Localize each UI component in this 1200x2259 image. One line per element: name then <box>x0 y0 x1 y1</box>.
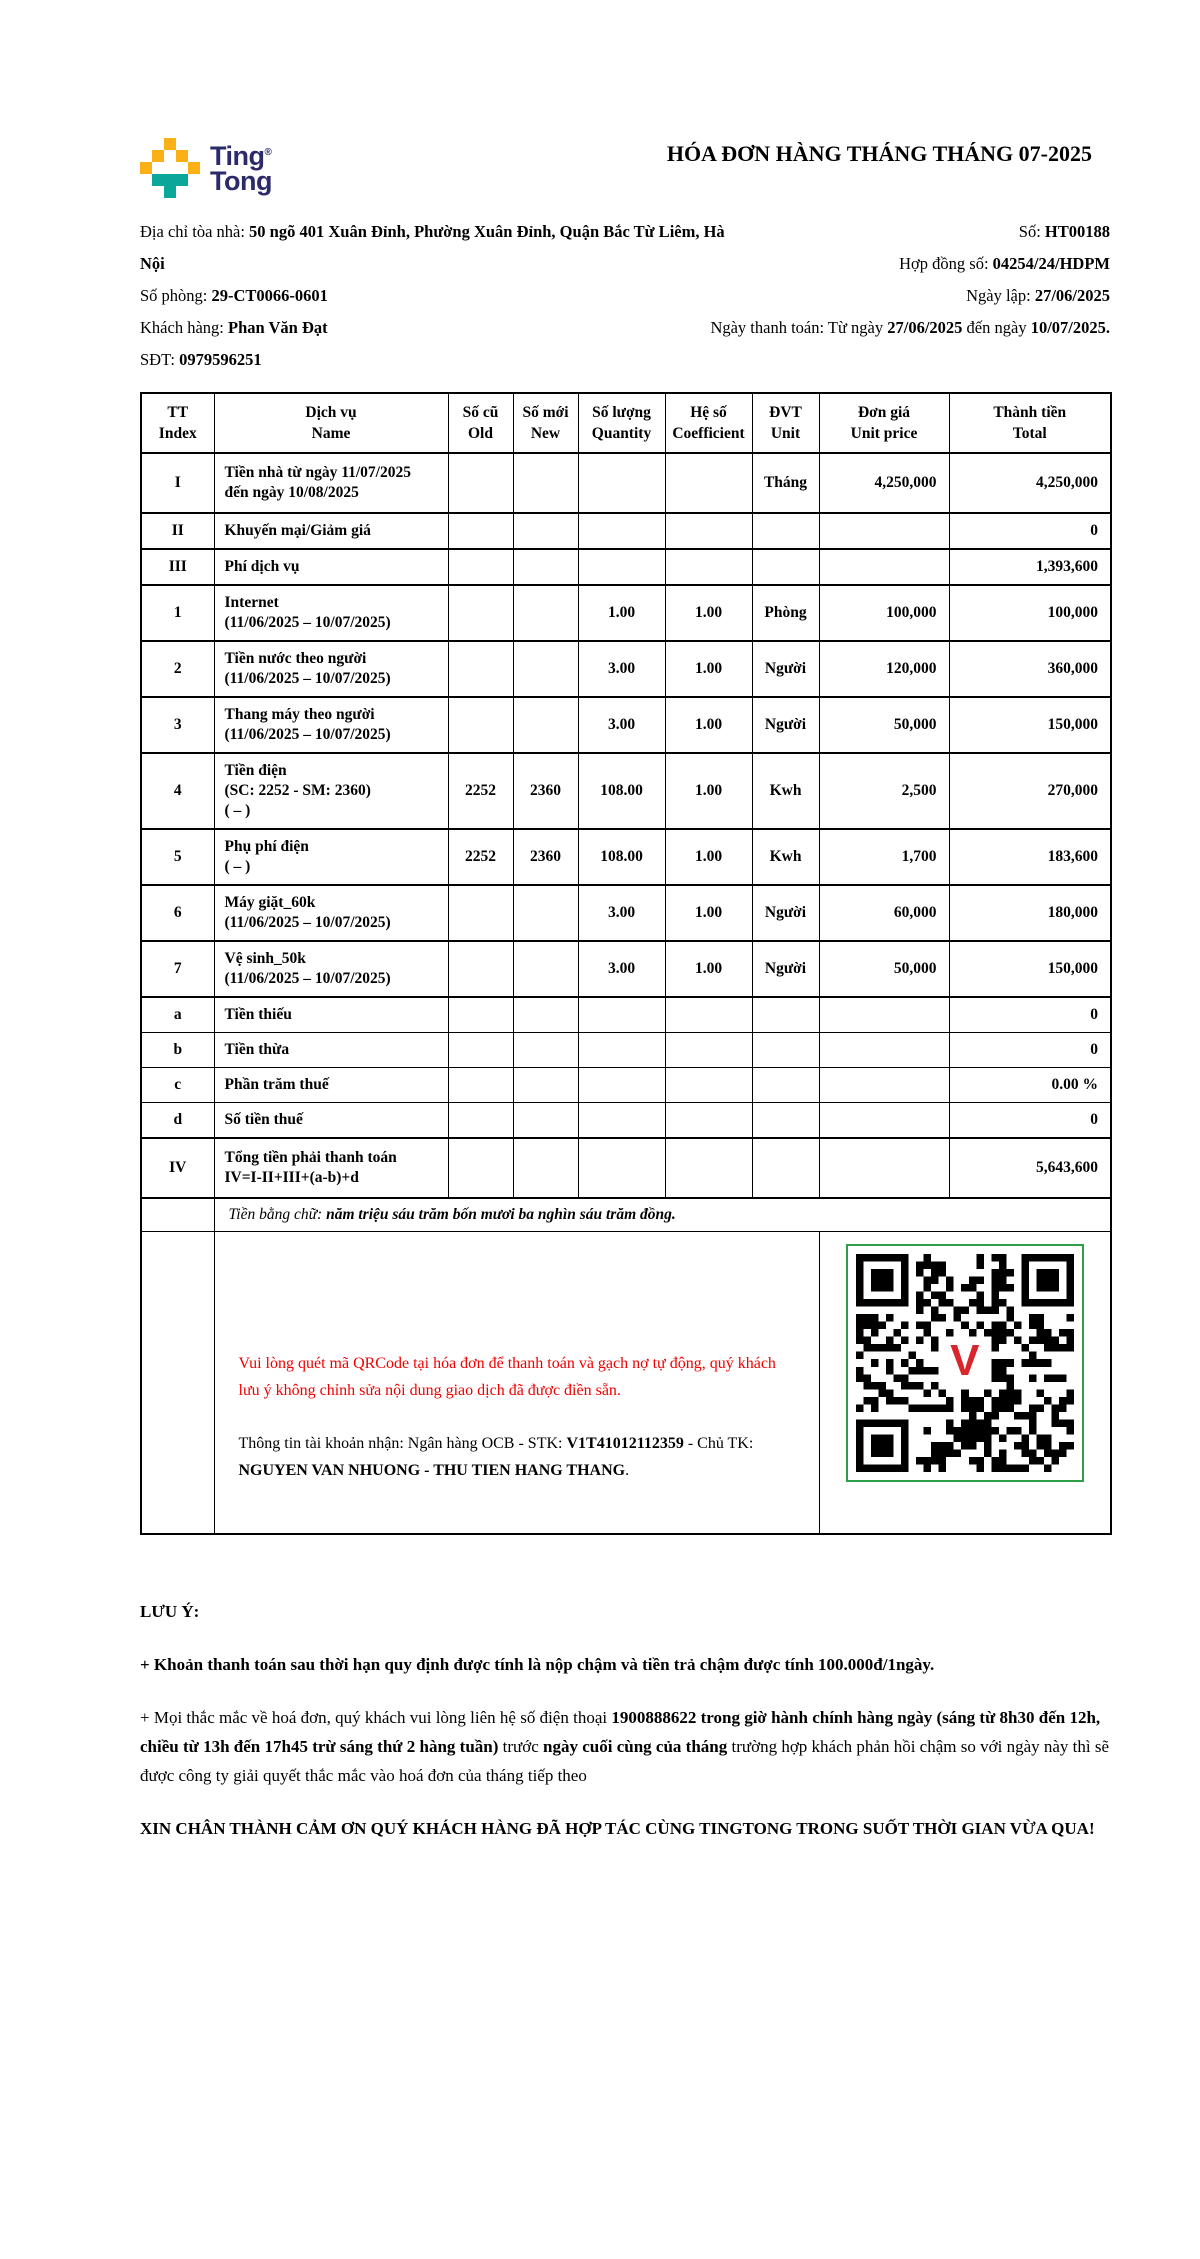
table-row <box>141 941 1111 997</box>
cell-coef <box>665 1103 752 1139</box>
brand-logo <box>140 138 272 198</box>
cell-tt: 1 <box>141 585 214 641</box>
cell-new <box>513 1103 578 1139</box>
cell-coef: 1.00 <box>665 829 752 885</box>
cell-total: 0 <box>949 997 1111 1033</box>
table-row <box>141 997 1111 1033</box>
col-header-old: Số cũ Old <box>448 393 513 453</box>
table-footer-rows <box>141 1198 1111 1534</box>
cell-old <box>448 997 513 1033</box>
cell-unit: Người <box>752 697 819 753</box>
cell-tt: c <box>141 1068 214 1103</box>
table-row <box>141 885 1111 941</box>
col-header-price: Đơn giá Unit price <box>819 393 949 453</box>
cell-total: 0 <box>949 1033 1111 1068</box>
invoice-info <box>140 216 1110 376</box>
bank-account-info: Thông tin tài khoản nhận: Ngân hàng OCB - STK: V1T41012112359 - Chủ TK: NGUYEN VAN NHUONG - THU TIEN HANG THANG. <box>238 1434 754 1479</box>
table-row <box>141 697 1111 753</box>
footer-note-hotline: + Mọi thắc mắc về hoá đơn, quý khách vui lòng liên hệ số điện thoại 1900888622 trong giờ hành chính hàng ngày (sáng từ 8h30 đến 12h, chiều từ 13h đến 17h45 trừ sáng thứ 2 hàng tuần) trước ngày cuối cùng của tháng trường hợp khách phản hồi chậm so với ngày này thì sẽ được công ty giải quyết thắc mắc vào hoá đơn của tháng tiếp theo <box>140 1708 1110 1785</box>
cell-coef <box>665 1033 752 1068</box>
cell-tt: d <box>141 1103 214 1139</box>
footer-notes <box>140 1597 1110 1843</box>
cell-new: 2360 <box>513 753 578 829</box>
col-header-total: Thành tiền Total <box>949 393 1111 453</box>
cell-new <box>513 513 578 549</box>
cell-coef: 1.00 <box>665 885 752 941</box>
cell-empty <box>141 1198 214 1232</box>
cell-total: 150,000 <box>949 697 1111 753</box>
cell-qty: 108.00 <box>578 753 665 829</box>
cell-coef <box>665 453 752 513</box>
cell-tt: a <box>141 997 214 1033</box>
cell-name: Thang máy theo người (11/06/2025 – 10/07/2025) <box>214 697 448 753</box>
cell-old <box>448 941 513 997</box>
cell-old <box>448 453 513 513</box>
cell-unit <box>752 1068 819 1103</box>
info-address: Địa chỉ tòa nhà: 50 ngõ 401 Xuân Đỉnh, Phường Xuân Đỉnh, Quận Bắc Từ Liêm, Hà Nội <box>140 222 725 273</box>
cell-coef: 1.00 <box>665 941 752 997</box>
table-row <box>141 641 1111 697</box>
col-header-tt: TT Index <box>141 393 214 453</box>
cell-total: 0 <box>949 1103 1111 1139</box>
cell-tt: 5 <box>141 829 214 885</box>
table-row <box>141 1068 1111 1103</box>
cell-qty <box>578 453 665 513</box>
table-row <box>141 585 1111 641</box>
cell-unit: Tháng <box>752 453 819 513</box>
cell-total: 0.00 % <box>949 1068 1111 1103</box>
cell-name: Tiền điện (SC: 2252 - SM: 2360) ( – ) <box>214 753 448 829</box>
cell-name: Tiền nước theo người (11/06/2025 – 10/07/2025) <box>214 641 448 697</box>
col-header-qty: Số lượng Quantity <box>578 393 665 453</box>
cell-old <box>448 1103 513 1139</box>
cell-qty <box>578 549 665 585</box>
cell-empty <box>141 1232 214 1535</box>
cell-unit: Người <box>752 885 819 941</box>
cell-tt: 6 <box>141 885 214 941</box>
cell-coef <box>665 1138 752 1198</box>
info-payment-date: Ngày thanh toán: Từ ngày 27/06/2025 đến ngày 10/07/2025. <box>710 318 1110 337</box>
cell-coef <box>665 1068 752 1103</box>
cell-qty: 3.00 <box>578 941 665 997</box>
cell-total: 180,000 <box>949 885 1111 941</box>
cell-new <box>513 885 578 941</box>
col-header-coef: Hệ số Coefficient <box>665 393 752 453</box>
cell-new <box>513 941 578 997</box>
table-row <box>141 1033 1111 1068</box>
cell-unit: Phòng <box>752 585 819 641</box>
table-header-row <box>141 393 1111 453</box>
cell-unit <box>752 1138 819 1198</box>
table-row <box>141 1138 1111 1198</box>
cell-coef: 1.00 <box>665 697 752 753</box>
info-room-number: Số phòng: 29-CT0066-0601 <box>140 286 328 305</box>
cell-qty: 1.00 <box>578 585 665 641</box>
cell-total: 5,643,600 <box>949 1138 1111 1198</box>
cell-total: 270,000 <box>949 753 1111 829</box>
cell-name: Tổng tiền phải thanh toán IV=I-II+III+(a-b)+d <box>214 1138 448 1198</box>
cell-coef <box>665 997 752 1033</box>
cell-coef: 1.00 <box>665 641 752 697</box>
cell-tt: I <box>141 453 214 513</box>
cell-new <box>513 453 578 513</box>
cell-new <box>513 1068 578 1103</box>
table-row <box>141 513 1111 549</box>
cell-new <box>513 697 578 753</box>
footer-heading: LƯU Ý: <box>140 1602 200 1621</box>
cell-price <box>819 513 949 549</box>
cell-price: 2,500 <box>819 753 949 829</box>
cell-old <box>448 585 513 641</box>
cell-name: Số tiền thuế <box>214 1103 448 1139</box>
cell-unit <box>752 1103 819 1139</box>
info-phone: SĐT: 0979596251 <box>140 350 262 369</box>
footer-thanks: XIN CHÂN THÀNH CẢM ƠN QUÝ KHÁCH HÀNG ĐÃ HỢP TÁC CÙNG TINGTONG TRONG SUỐT THỜI GIAN VỪA QUA! <box>140 1819 1095 1838</box>
footer-note-late-fee: + Khoản thanh toán sau thời hạn quy định được tính là nộp chậm và tiền trả chậm được tính 100.000đ/1ngày. <box>140 1655 935 1674</box>
cell-unit: Kwh <box>752 829 819 885</box>
cell-price: 100,000 <box>819 585 949 641</box>
table-body <box>141 453 1111 1198</box>
cell-new <box>513 1138 578 1198</box>
cell-total: 360,000 <box>949 641 1111 697</box>
cell-new <box>513 1033 578 1068</box>
col-header-name: Dịch vụ Name <box>214 393 448 453</box>
tingtong-logo-icon <box>140 138 200 198</box>
cell-tt: IV <box>141 1138 214 1198</box>
col-header-unit: ĐVT Unit <box>752 393 819 453</box>
cell-price <box>819 1068 949 1103</box>
invoice-table <box>140 392 1112 1535</box>
cell-name: Phí dịch vụ <box>214 549 448 585</box>
cell-price <box>819 549 949 585</box>
cell-unit <box>752 997 819 1033</box>
cell-qty <box>578 513 665 549</box>
cell-old <box>448 549 513 585</box>
cell-old <box>448 697 513 753</box>
cell-price: 1,700 <box>819 829 949 885</box>
cell-old <box>448 1033 513 1068</box>
cell-coef: 1.00 <box>665 753 752 829</box>
cell-tt: 4 <box>141 753 214 829</box>
cell-old <box>448 1068 513 1103</box>
cell-total: 4,250,000 <box>949 453 1111 513</box>
cell-name: Vệ sinh_50k (11/06/2025 – 10/07/2025) <box>214 941 448 997</box>
cell-coef <box>665 549 752 585</box>
cell-price <box>819 1033 949 1068</box>
registered-mark: ® <box>264 147 272 158</box>
cell-price: 60,000 <box>819 885 949 941</box>
cell-new <box>513 641 578 697</box>
cell-name: Tiền thiếu <box>214 997 448 1033</box>
cell-old: 2252 <box>448 829 513 885</box>
brand-wordmark: Ting® Tong <box>210 141 272 196</box>
amount-in-words-row <box>141 1198 1111 1232</box>
cell-qty <box>578 1033 665 1068</box>
cell-name: Khuyến mại/Giảm giá <box>214 513 448 549</box>
cell-tt: III <box>141 549 214 585</box>
cell-price: 50,000 <box>819 941 949 997</box>
table-row <box>141 1103 1111 1139</box>
cell-name: Máy giặt_60k (11/06/2025 – 10/07/2025) <box>214 885 448 941</box>
cell-unit <box>752 549 819 585</box>
info-contract-number: Hợp đồng số: 04254/24/HDPM <box>899 254 1110 273</box>
invoice-title: HÓA ĐƠN HÀNG THÁNG THÁNG 07-2025 <box>666 141 1092 166</box>
cell-old <box>448 513 513 549</box>
cell-price <box>819 1138 949 1198</box>
info-customer: Khách hàng: Phan Văn Đạt <box>140 318 328 337</box>
cell-old <box>448 1138 513 1198</box>
cell-tt: 2 <box>141 641 214 697</box>
cell-old: 2252 <box>448 753 513 829</box>
cell-total: 1,393,600 <box>949 549 1111 585</box>
qr-text-cell <box>214 1232 819 1535</box>
cell-total: 150,000 <box>949 941 1111 997</box>
cell-qty <box>578 997 665 1033</box>
cell-price: 120,000 <box>819 641 949 697</box>
info-invoice-number: Số: HT00188 <box>1018 222 1110 241</box>
cell-unit: Người <box>752 941 819 997</box>
cell-qty: 3.00 <box>578 885 665 941</box>
cell-old <box>448 885 513 941</box>
info-right-column <box>590 216 1110 344</box>
cell-name: Phụ phí điện ( – ) <box>214 829 448 885</box>
cell-tt: II <box>141 513 214 549</box>
table-row <box>141 549 1111 585</box>
vietqr-v-icon: V <box>942 1337 987 1385</box>
cell-new <box>513 997 578 1033</box>
header <box>140 138 1110 198</box>
cell-old <box>448 641 513 697</box>
table-row <box>141 453 1111 513</box>
cell-tt: 7 <box>141 941 214 997</box>
cell-tt: b <box>141 1033 214 1068</box>
qr-code <box>846 1244 1084 1482</box>
cell-tt: 3 <box>141 697 214 753</box>
cell-total: 0 <box>949 513 1111 549</box>
cell-qty: 3.00 <box>578 641 665 697</box>
qr-code-cell <box>819 1232 1111 1535</box>
cell-name: Internet (11/06/2025 – 10/07/2025) <box>214 585 448 641</box>
cell-qty <box>578 1138 665 1198</box>
col-header-new: Số mới New <box>513 393 578 453</box>
cell-coef: 1.00 <box>665 585 752 641</box>
info-issue-date: Ngày lập: 27/06/2025 <box>966 286 1110 305</box>
qr-row <box>141 1232 1111 1535</box>
amount-in-words: Tiền bằng chữ: năm triệu sáu trăm bốn mươi ba nghìn sáu trăm đồng. <box>214 1198 1111 1232</box>
table-row <box>141 753 1111 829</box>
cell-total: 100,000 <box>949 585 1111 641</box>
qr-instruction-text: Vui lòng quét mã QRCode tại hóa đơn để thanh toán và gạch nợ tự động, quý khách lưu ý không chỉnh sửa nội dung giao dịch đã được điền sẵn. <box>238 1354 776 1399</box>
cell-new <box>513 549 578 585</box>
cell-unit <box>752 1033 819 1068</box>
cell-qty <box>578 1068 665 1103</box>
table-row <box>141 829 1111 885</box>
cell-qty: 3.00 <box>578 697 665 753</box>
cell-total: 183,600 <box>949 829 1111 885</box>
cell-unit <box>752 513 819 549</box>
cell-price: 50,000 <box>819 697 949 753</box>
cell-name: Tiền nhà từ ngày 11/07/2025 đến ngày 10/08/2025 <box>214 453 448 513</box>
cell-new: 2360 <box>513 829 578 885</box>
cell-coef <box>665 513 752 549</box>
cell-qty <box>578 1103 665 1139</box>
cell-price <box>819 1103 949 1139</box>
cell-name: Tiền thừa <box>214 1033 448 1068</box>
cell-price: 4,250,000 <box>819 453 949 513</box>
cell-new <box>513 585 578 641</box>
cell-unit: Người <box>752 641 819 697</box>
cell-qty: 108.00 <box>578 829 665 885</box>
cell-unit: Kwh <box>752 753 819 829</box>
cell-name: Phần trăm thuế <box>214 1068 448 1103</box>
cell-price <box>819 997 949 1033</box>
